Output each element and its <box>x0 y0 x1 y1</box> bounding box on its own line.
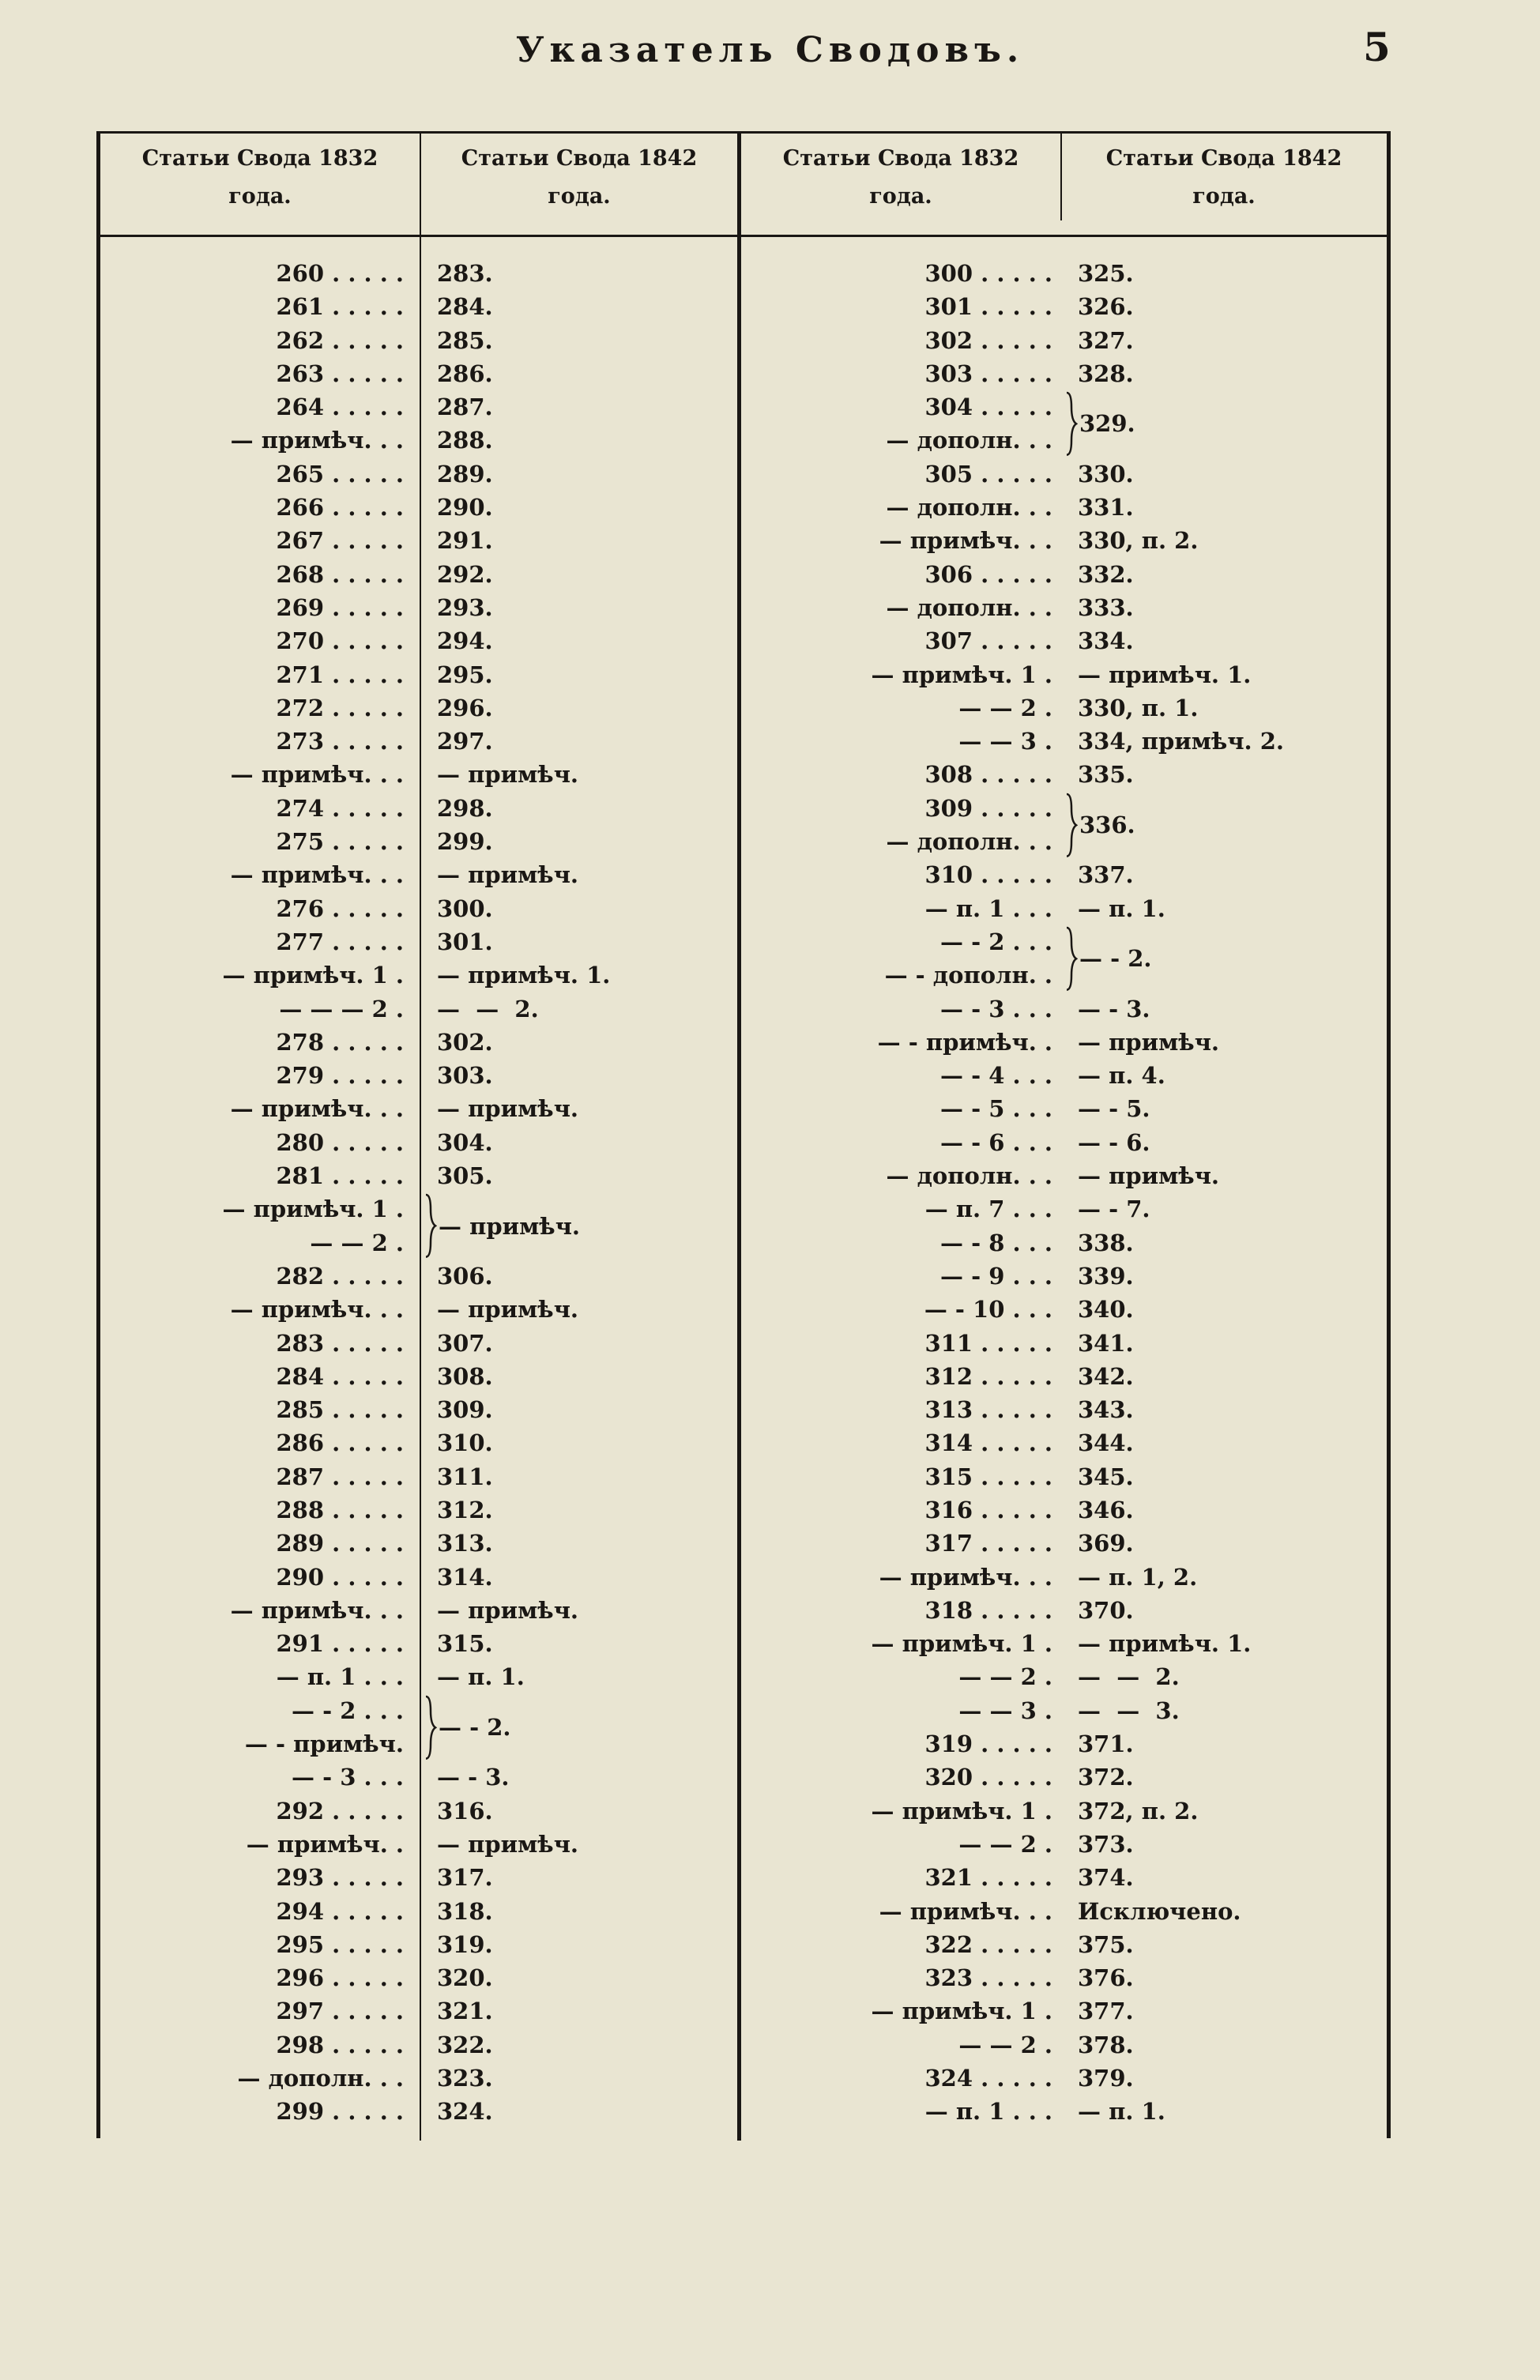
right-dst-cell: 372. <box>1078 1764 1134 1791</box>
right-src-cell: 305 . . . . . <box>924 460 1052 488</box>
left-src-cell: 284 . . . . . <box>276 1362 404 1390</box>
right-src-cell: — дополн. . . <box>886 593 1052 621</box>
left-dst-cell: 288. <box>437 427 493 454</box>
left-dst-cell: 298. <box>437 794 493 822</box>
right-braced-value: 336. <box>1079 811 1135 838</box>
right-src-cell: 320 . . . . . <box>924 1764 1052 1791</box>
left-dst-cell: 313. <box>437 1530 493 1557</box>
left-dst-cell: 283. <box>437 260 493 287</box>
right-src-cell: — примѣч. 1 . <box>871 661 1052 688</box>
right-dst-cell: 330, п. 1. <box>1078 694 1199 721</box>
left-src-cell: 297 . . . . . <box>276 1998 404 2025</box>
right-src-cell: 314 . . . . . <box>924 1429 1052 1457</box>
left-src-cell: — примѣч. . . <box>230 1095 404 1123</box>
left-dst-cell: — примѣч. <box>437 1596 579 1624</box>
right-src-cell: 323 . . . . . <box>924 1964 1052 1992</box>
header-col-2-line1: Статьи Свода 1842 <box>461 146 698 171</box>
left-src-cell: 294 . . . . . <box>276 1897 404 1925</box>
left-dst-cell: 315. <box>437 1630 493 1658</box>
left-src-cell: — — — 2 . <box>279 995 404 1022</box>
header-col-1 <box>100 140 420 227</box>
right-src-cell: — - 9 . . . <box>940 1262 1052 1290</box>
right-src-cell: — п. 7 . . . <box>924 1196 1052 1223</box>
right-src-cell: 310 . . . . . <box>924 861 1052 889</box>
right-src-cell: — дополн. . . <box>886 828 1052 856</box>
right-dst-cell: 337. <box>1078 861 1134 889</box>
left-src-cell: 289 . . . . . <box>276 1530 404 1557</box>
left-src-cell: 276 . . . . . <box>276 894 404 922</box>
right-dst-cell: — примѣч. <box>1078 1028 1220 1056</box>
left-braced-value: — примѣч. <box>439 1212 581 1240</box>
left-src-cell: 291 . . . . . <box>276 1630 404 1658</box>
right-src-cell: 321 . . . . . <box>924 1864 1052 1892</box>
left-src-cell: — - 2 . . . <box>292 1697 404 1724</box>
brace-icon <box>424 1192 437 1260</box>
right-src-cell: — - 2 . . . <box>940 928 1052 955</box>
right-dst-cell: 378. <box>1078 2031 1134 2058</box>
left-src-cell: 275 . . . . . <box>276 828 404 856</box>
left-dst-cell: 324. <box>437 2098 493 2126</box>
page-number: 5 <box>1363 24 1391 70</box>
left-src-cell: 267 . . . . . <box>276 527 404 555</box>
left-dst-cell: 305. <box>437 1162 493 1190</box>
right-dst-cell: 374. <box>1078 1864 1134 1892</box>
left-dst-cell: 304. <box>437 1128 493 1156</box>
left-dst-cell: 299. <box>437 828 493 856</box>
left-src-cell: 279 . . . . . <box>276 1062 404 1090</box>
right-src-cell: — - примѣч. . <box>877 1028 1052 1056</box>
left-dst-cell: 297. <box>437 728 493 755</box>
right-src-cell: — — 2 . <box>958 1830 1052 1858</box>
left-dst-cell: — примѣч. <box>437 1296 579 1324</box>
left-src-cell: 286 . . . . . <box>276 1429 404 1457</box>
left-dst-cell: 301. <box>437 928 493 955</box>
left-dst-cell: 317. <box>437 1864 493 1892</box>
left-dst-cell: — - 3. <box>437 1764 510 1791</box>
right-src-cell: 306 . . . . . <box>924 560 1052 588</box>
left-dst-cell: 292. <box>437 560 493 588</box>
right-src-cell: 324 . . . . . <box>924 2065 1052 2092</box>
left-dst-cell: 307. <box>437 1329 493 1357</box>
right-src-cell: 317 . . . . . <box>924 1530 1052 1557</box>
header-rule <box>100 235 1387 237</box>
left-dst-cell: 306. <box>437 1262 493 1290</box>
right-src-column <box>741 257 1060 2129</box>
right-dst-cell: 326. <box>1078 293 1134 321</box>
left-dst-cell: — п. 1. <box>437 1663 525 1691</box>
left-src-cell: — примѣч. . . <box>230 1596 404 1624</box>
right-dst-cell: 332. <box>1078 560 1134 588</box>
left-src-cell: 274 . . . . . <box>276 794 404 822</box>
left-dst-cell: 294. <box>437 627 493 655</box>
right-src-cell: 301 . . . . . <box>924 293 1052 321</box>
right-src-cell: — п. 1 . . . <box>924 894 1052 922</box>
left-dst-cell: 312. <box>437 1496 493 1523</box>
right-dst-cell: 327. <box>1078 326 1134 354</box>
left-src-cell: — примѣч. . . <box>230 1296 404 1324</box>
left-dst-cell: — примѣч. <box>437 1830 579 1858</box>
right-dst-cell: — — 3. <box>1078 1697 1180 1724</box>
left-src-cell: 269 . . . . . <box>276 593 404 621</box>
right-dst-cell: 339. <box>1078 1262 1134 1290</box>
header-col-3-line2: года. <box>869 184 932 209</box>
right-src-cell: — примѣч. . . <box>879 1563 1052 1591</box>
left-dst-cell: 318. <box>437 1897 493 1925</box>
left-src-cell: 295 . . . . . <box>276 1930 404 1958</box>
right-src-cell: — - 3 . . . <box>940 995 1052 1022</box>
left-dst-cell: 302. <box>437 1028 493 1056</box>
left-dst-cell: 284. <box>437 293 493 321</box>
right-dst-cell: 334. <box>1078 627 1134 655</box>
right-src-cell: 319 . . . . . <box>924 1730 1052 1758</box>
left-dst-cell: 296. <box>437 694 493 721</box>
header-col-4-line2: года. <box>1192 184 1256 209</box>
left-dst-cell: 300. <box>437 894 493 922</box>
left-src-cell: 265 . . . . . <box>276 460 404 488</box>
right-src-cell: 300 . . . . . <box>924 260 1052 287</box>
left-src-cell: — дополн. . . <box>237 2065 404 2092</box>
left-src-cell: — примѣч. 1 . <box>222 962 404 989</box>
right-src-cell: 309 . . . . . <box>924 794 1052 822</box>
brace-icon <box>1065 925 1078 992</box>
left-src-cell: — примѣч. . <box>246 1830 404 1858</box>
left-src-cell: 288 . . . . . <box>276 1496 404 1523</box>
right-dst-cell: 331. <box>1078 494 1134 522</box>
left-src-cell: — примѣч. . . <box>230 861 404 889</box>
header-col-4 <box>1062 140 1386 227</box>
right-dst-cell: — примѣч. <box>1078 1162 1220 1190</box>
right-dst-cell: — п. 1. <box>1078 894 1165 922</box>
left-src-cell: 271 . . . . . <box>276 661 404 688</box>
left-src-cell: 292 . . . . . <box>276 1797 404 1825</box>
right-src-cell: 302 . . . . . <box>924 326 1052 354</box>
left-src-cell: 260 . . . . . <box>276 260 404 287</box>
left-src-cell: 261 . . . . . <box>276 293 404 321</box>
left-src-cell: 278 . . . . . <box>276 1028 404 1056</box>
left-dst-cell: 308. <box>437 1362 493 1390</box>
right-dst-cell: 345. <box>1078 1463 1134 1490</box>
right-dst-cell: 346. <box>1078 1496 1134 1523</box>
left-dst-cell: — примѣч. <box>437 861 579 889</box>
right-dst-cell: 343. <box>1078 1396 1134 1424</box>
left-dst-cell: 291. <box>437 527 493 555</box>
right-src-cell: 308 . . . . . <box>924 761 1052 789</box>
right-dst-cell: 370. <box>1078 1596 1134 1624</box>
right-src-cell: 311 . . . . . <box>924 1329 1052 1357</box>
left-src-cell: 270 . . . . . <box>276 627 404 655</box>
brace-icon <box>1065 390 1078 458</box>
right-src-cell: — дополн. . . <box>886 427 1052 454</box>
left-dst-cell: 295. <box>437 661 493 688</box>
right-src-cell: — примѣч. . . <box>879 527 1052 555</box>
right-dst-cell: — п. 1, 2. <box>1078 1563 1198 1591</box>
header-col-4-line1: Статьи Свода 1842 <box>1105 146 1342 171</box>
left-src-cell: 263 . . . . . <box>276 360 404 387</box>
right-dst-cell: — - 7. <box>1078 1196 1150 1223</box>
right-dst-cell: — п. 4. <box>1078 1062 1165 1090</box>
left-src-cell: — - 3 . . . <box>292 1764 404 1791</box>
right-src-cell: — дополн. . . <box>886 1162 1052 1190</box>
right-dst-cell: 376. <box>1078 1964 1134 1992</box>
left-dst-cell: — примѣч. <box>437 1095 579 1123</box>
right-dst-cell: 377. <box>1078 1998 1134 2025</box>
left-dst-cell: 310. <box>437 1429 493 1457</box>
right-src-cell: 316 . . . . . <box>924 1496 1052 1523</box>
page-title: Указатель Сводовъ. <box>515 30 1025 70</box>
left-src-cell: — примѣч. 1 . <box>222 1196 404 1223</box>
right-src-cell: — примѣч. 1 . <box>871 1797 1052 1825</box>
right-dst-cell: 335. <box>1078 761 1134 789</box>
left-dst-cell: 322. <box>437 2031 493 2058</box>
right-src-cell: 303 . . . . . <box>924 360 1052 387</box>
right-src-cell: 312 . . . . . <box>924 1362 1052 1390</box>
header-col-3 <box>741 140 1060 227</box>
header-col-2 <box>421 140 737 227</box>
left-src-cell: — - примѣч. <box>244 1730 404 1758</box>
right-dst-cell: 338. <box>1078 1229 1134 1256</box>
left-src-cell: 272 . . . . . <box>276 694 404 721</box>
left-src-cell: 287 . . . . . <box>276 1463 404 1490</box>
right-dst-cell: — п. 1. <box>1078 2098 1165 2126</box>
header-col-2-line2: года. <box>548 184 611 209</box>
right-src-cell: — - 4 . . . <box>940 1062 1052 1090</box>
header-col-3-line1: Статьи Свода 1832 <box>782 146 1019 171</box>
left-dst-cell: 323. <box>437 2065 493 2092</box>
left-dst-cell: 287. <box>437 394 493 421</box>
left-src-cell: 280 . . . . . <box>276 1128 404 1156</box>
right-src-cell: — - 10 . . . <box>924 1296 1052 1324</box>
right-src-cell: — — 2 . <box>958 2031 1052 2058</box>
left-src-cell: 298 . . . . . <box>276 2031 404 2058</box>
right-dst-cell: 330, п. 2. <box>1078 527 1199 555</box>
header-col-1-line1: Статьи Свода 1832 <box>141 146 378 171</box>
right-src-cell: 315 . . . . . <box>924 1463 1052 1490</box>
right-dst-cell: 342. <box>1078 1362 1134 1390</box>
left-src-cell: 282 . . . . . <box>276 1262 404 1290</box>
right-src-cell: — - 6 . . . <box>940 1128 1052 1156</box>
right-braced-value: — - 2. <box>1079 945 1152 973</box>
left-src-cell: 281 . . . . . <box>276 1162 404 1190</box>
left-dst-cell: 293. <box>437 593 493 621</box>
right-dst-cell: 341. <box>1078 1329 1134 1357</box>
left-dst-column <box>421 257 737 2129</box>
right-src-cell: — — 3 . <box>958 1697 1052 1724</box>
left-dst-cell: 311. <box>437 1463 493 1490</box>
left-src-cell: 277 . . . . . <box>276 928 404 955</box>
left-src-cell: 273 . . . . . <box>276 728 404 755</box>
header-col-1-line2: года. <box>228 184 292 209</box>
left-src-cell: — примѣч. . . <box>230 427 404 454</box>
left-dst-cell: — примѣч. <box>437 761 579 789</box>
left-dst-cell: 321. <box>437 1998 493 2025</box>
right-src-cell: — примѣч. 1 . <box>871 1630 1052 1658</box>
right-src-cell: — п. 1 . . . <box>924 2098 1052 2126</box>
left-dst-cell: 320. <box>437 1964 493 1992</box>
right-dst-column <box>1062 257 1386 2129</box>
left-src-cell: — п. 1 . . . <box>276 1663 404 1691</box>
left-src-cell: 262 . . . . . <box>276 326 404 354</box>
left-src-cell: 285 . . . . . <box>276 1396 404 1424</box>
right-dst-cell: — - 6. <box>1078 1128 1150 1156</box>
right-src-cell: — - 8 . . . <box>940 1229 1052 1256</box>
right-dst-cell: 344. <box>1078 1429 1134 1457</box>
right-dst-cell: 371. <box>1078 1730 1134 1758</box>
right-src-cell: — — 2 . <box>958 694 1052 721</box>
left-src-cell: — примѣч. . . <box>230 761 404 789</box>
left-src-cell: 283 . . . . . <box>276 1329 404 1357</box>
left-dst-cell: 285. <box>437 326 493 354</box>
brace-icon <box>1065 792 1078 859</box>
left-dst-cell: 316. <box>437 1797 493 1825</box>
left-braced-value: — - 2. <box>439 1714 511 1742</box>
left-dst-cell: 286. <box>437 360 493 387</box>
left-dst-cell: — примѣч. 1. <box>437 962 611 989</box>
right-dst-cell: — — 2. <box>1078 1663 1180 1691</box>
right-src-cell: 307 . . . . . <box>924 627 1052 655</box>
right-braced-value: 329. <box>1079 410 1135 438</box>
right-dst-cell: 379. <box>1078 2065 1134 2092</box>
right-dst-cell: — - 3. <box>1078 995 1150 1022</box>
left-src-cell: 293 . . . . . <box>276 1864 404 1892</box>
left-dst-cell: 319. <box>437 1930 493 1958</box>
right-src-cell: — - дополн. . <box>884 962 1052 989</box>
right-src-cell: — примѣч. 1 . <box>871 1998 1052 2025</box>
brace-icon <box>424 1694 437 1761</box>
right-dst-cell: 340. <box>1078 1296 1134 1324</box>
left-src-cell: 268 . . . . . <box>276 560 404 588</box>
left-src-cell: — — 2 . <box>310 1229 404 1256</box>
right-dst-cell: — - 5. <box>1078 1095 1150 1123</box>
right-dst-cell: 328. <box>1078 360 1134 387</box>
right-dst-cell: — примѣч. 1. <box>1078 1630 1252 1658</box>
right-dst-cell: 369. <box>1078 1530 1134 1557</box>
right-src-cell: — — 2 . <box>958 1663 1052 1691</box>
right-src-cell: — - 5 . . . <box>940 1095 1052 1123</box>
left-dst-cell: 314. <box>437 1563 493 1591</box>
left-dst-cell: 289. <box>437 460 493 488</box>
left-src-cell: 290 . . . . . <box>276 1563 404 1591</box>
left-src-cell: 296 . . . . . <box>276 1964 404 1992</box>
left-dst-cell: 303. <box>437 1062 493 1090</box>
concordance-table <box>96 131 1391 2138</box>
right-dst-cell: 372, п. 2. <box>1078 1797 1199 1825</box>
right-dst-cell: 325. <box>1078 260 1134 287</box>
left-dst-cell: 290. <box>437 494 493 522</box>
left-src-cell: 266 . . . . . <box>276 494 404 522</box>
right-src-cell: — примѣч. . . <box>879 1897 1052 1925</box>
right-dst-cell: — примѣч. 1. <box>1078 661 1252 688</box>
left-src-cell: 264 . . . . . <box>276 394 404 421</box>
left-src-cell: 299 . . . . . <box>276 2098 404 2126</box>
right-src-cell: 304 . . . . . <box>924 394 1052 421</box>
left-dst-cell: 309. <box>437 1396 493 1424</box>
right-dst-cell: 334, примѣч. 2. <box>1078 728 1285 755</box>
right-src-cell: — дополн. . . <box>886 494 1052 522</box>
right-src-cell: — — 3 . <box>958 728 1052 755</box>
right-dst-cell: 330. <box>1078 460 1134 488</box>
right-src-cell: 318 . . . . . <box>924 1596 1052 1624</box>
right-dst-cell: 333. <box>1078 593 1134 621</box>
left-src-column <box>100 257 412 2129</box>
right-src-cell: 313 . . . . . <box>924 1396 1052 1424</box>
right-dst-cell: 375. <box>1078 1930 1134 1958</box>
right-src-cell: 322 . . . . . <box>924 1930 1052 1958</box>
right-dst-cell: Исключено. <box>1078 1897 1241 1925</box>
left-dst-cell: — — 2. <box>437 995 539 1022</box>
right-dst-cell: 373. <box>1078 1830 1134 1858</box>
